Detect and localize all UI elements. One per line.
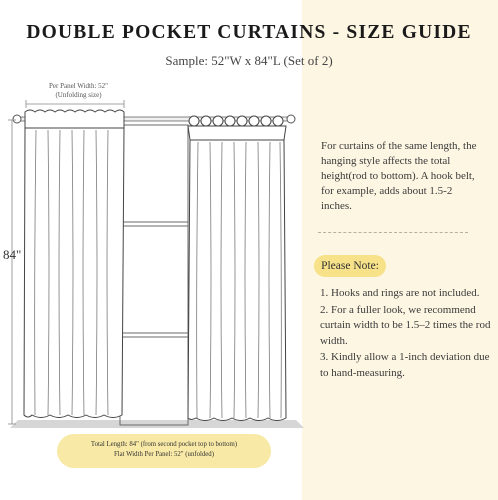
height-label: 84"	[3, 247, 22, 262]
hanging-style-note: For curtains of the same length, the hanging style affects the total height(rod to bottom). A hook belt, for example, adds about 1.5-2 inches.	[321, 140, 477, 212]
note-item: 3. Kindly allow a 1-inch deviation due to hand-measuring.	[320, 351, 490, 379]
left-curtain-panel	[24, 110, 124, 418]
right-curtain-panel	[188, 116, 286, 421]
page-title: DOUBLE POCKET CURTAINS - SIZE GUIDE	[26, 22, 472, 43]
section-divider	[318, 232, 468, 233]
note-item: 1. Hooks and rings are not included.	[320, 287, 480, 299]
width-label	[26, 82, 131, 100]
dimension-summary	[57, 434, 271, 468]
window-frame	[120, 125, 188, 425]
width-label-line2: (Unfolding size)	[55, 91, 102, 99]
floor	[10, 420, 304, 428]
width-label-line1: Per Panel Width: 52"	[48, 82, 109, 90]
total-length-text: Total Length: 84" (from second pocket top to bottom)	[90, 441, 238, 448]
flat-width-text: Flat Width Per Panel: 52" (unfolded)	[114, 451, 214, 458]
height-dimension	[8, 120, 16, 424]
notes-list	[320, 286, 492, 382]
please-note-badge: Please Note:	[314, 255, 386, 277]
note-item: 2. For a fuller look, we recommend curtain width to be 1.5–2 times the rod width.	[320, 303, 491, 347]
width-dimension	[26, 100, 124, 108]
page-subtitle: Sample: 52"W x 84"L (Set of 2)	[165, 53, 333, 68]
